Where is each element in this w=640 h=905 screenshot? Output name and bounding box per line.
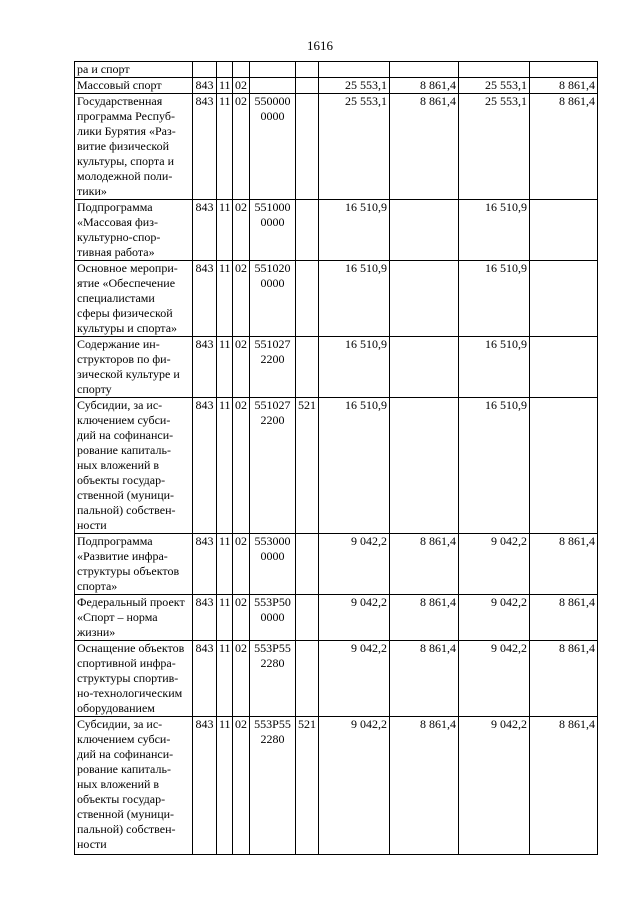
subsection-code-cell: [233, 62, 250, 78]
expense-type-cell: [296, 261, 319, 337]
amount-cell-1: 9 042,2: [319, 717, 390, 855]
expense-type-cell: [296, 94, 319, 200]
target-article-cell: 550000 0000: [250, 94, 296, 200]
row-name-cell: Субсидии, за ис- ключением субси- дий на софинанси- рование капиталь- ных вложений в объекты государ- ственной (муници- пальной) собствен- ности: [75, 717, 193, 855]
table-row: [75, 337, 598, 398]
grbs-code-cell: 843: [193, 200, 217, 261]
section-code-cell: 11: [217, 94, 233, 200]
row-name-cell: Субсидии, за ис- ключением субси- дий на софинанси- рование капиталь- ных вложений в объекты государ- ственной (муници- пальной) собствен- ности: [75, 398, 193, 534]
subsection-code-cell: 02: [233, 337, 250, 398]
target-article-cell: 551027 2200: [250, 337, 296, 398]
section-code-cell: 11: [217, 78, 233, 94]
grbs-code-cell: 843: [193, 337, 217, 398]
target-article-cell: 553P55 2280: [250, 717, 296, 855]
amount-cell-1: 25 553,1: [319, 78, 390, 94]
subsection-code-cell: 02: [233, 641, 250, 717]
section-code-cell: 11: [217, 534, 233, 595]
amount-cell-1: 25 553,1: [319, 94, 390, 200]
table-row: [75, 641, 598, 717]
row-name-cell: Основное меропри- ятие «Обеспечение специалистами сферы физической культуры и спорта»: [75, 261, 193, 337]
amount-cell-2: [390, 261, 459, 337]
section-code-cell: 11: [217, 261, 233, 337]
expense-type-cell: [296, 534, 319, 595]
target-article-cell: [250, 78, 296, 94]
grbs-code-cell: 843: [193, 398, 217, 534]
row-name-cell: Государственная программа Респуб- лики Бурятия «Раз- витие физической культуры, спорта и молодежной поли- тики»: [75, 94, 193, 200]
amount-cell-1: 9 042,2: [319, 595, 390, 641]
amount-cell-3: 16 510,9: [459, 200, 530, 261]
expense-type-cell: [296, 78, 319, 94]
amount-cell-3: 9 042,2: [459, 534, 530, 595]
section-code-cell: [217, 62, 233, 78]
amount-cell-4: 8 861,4: [530, 717, 598, 855]
target-article-cell: 553P55 2280: [250, 641, 296, 717]
grbs-code-cell: 843: [193, 534, 217, 595]
amount-cell-3: 16 510,9: [459, 337, 530, 398]
target-article-cell: 553000 0000: [250, 534, 296, 595]
row-name-cell: Оснащение объектов спортивной инфра- структуры спортив- но-технологическим оборудованием: [75, 641, 193, 717]
amount-cell-1: [319, 62, 390, 78]
table-row: [75, 78, 598, 94]
amount-cell-2: 8 861,4: [390, 595, 459, 641]
budget-table: [74, 61, 598, 855]
row-name-cell: Федеральный проект «Спорт – норма жизни»: [75, 595, 193, 641]
target-article-cell: 551027 2200: [250, 398, 296, 534]
grbs-code-cell: [193, 62, 217, 78]
amount-cell-1: 9 042,2: [319, 641, 390, 717]
row-name-cell: ра и спорт: [75, 62, 193, 78]
subsection-code-cell: 02: [233, 595, 250, 641]
table-row: [75, 717, 598, 855]
amount-cell-4: [530, 200, 598, 261]
amount-cell-3: 9 042,2: [459, 717, 530, 855]
amount-cell-4: [530, 398, 598, 534]
amount-cell-4: 8 861,4: [530, 595, 598, 641]
table-row: [75, 94, 598, 200]
row-name-cell: Содержание ин- структоров по фи- зической культуре и спорту: [75, 337, 193, 398]
amount-cell-3: 9 042,2: [459, 641, 530, 717]
amount-cell-2: 8 861,4: [390, 641, 459, 717]
expense-type-cell: [296, 641, 319, 717]
subsection-code-cell: 02: [233, 534, 250, 595]
amount-cell-2: 8 861,4: [390, 78, 459, 94]
amount-cell-2: [390, 62, 459, 78]
section-code-cell: 11: [217, 200, 233, 261]
row-name-cell: Подпрограмма «Массовая физ- культурно-спор- тивная работа»: [75, 200, 193, 261]
amount-cell-3: 16 510,9: [459, 398, 530, 534]
amount-cell-2: 8 861,4: [390, 94, 459, 200]
amount-cell-4: 8 861,4: [530, 534, 598, 595]
table-body: [75, 62, 598, 855]
amount-cell-2: [390, 200, 459, 261]
amount-cell-4: [530, 62, 598, 78]
amount-cell-1: 16 510,9: [319, 261, 390, 337]
amount-cell-2: 8 861,4: [390, 717, 459, 855]
amount-cell-4: [530, 261, 598, 337]
amount-cell-3: 9 042,2: [459, 595, 530, 641]
target-article-cell: 551000 0000: [250, 200, 296, 261]
expense-type-cell: [296, 595, 319, 641]
section-code-cell: 11: [217, 337, 233, 398]
amount-cell-1: 9 042,2: [319, 534, 390, 595]
amount-cell-2: 8 861,4: [390, 534, 459, 595]
amount-cell-2: [390, 398, 459, 534]
grbs-code-cell: 843: [193, 78, 217, 94]
expense-type-cell: [296, 337, 319, 398]
table-row: [75, 62, 598, 78]
expense-type-cell: 521: [296, 398, 319, 534]
subsection-code-cell: 02: [233, 398, 250, 534]
subsection-code-cell: 02: [233, 94, 250, 200]
subsection-code-cell: 02: [233, 200, 250, 261]
expense-type-cell: 521: [296, 717, 319, 855]
section-code-cell: 11: [217, 641, 233, 717]
grbs-code-cell: 843: [193, 641, 217, 717]
target-article-cell: [250, 62, 296, 78]
target-article-cell: 551020 0000: [250, 261, 296, 337]
subsection-code-cell: 02: [233, 261, 250, 337]
section-code-cell: 11: [217, 717, 233, 855]
grbs-code-cell: 843: [193, 717, 217, 855]
section-code-cell: 11: [217, 398, 233, 534]
amount-cell-4: 8 861,4: [530, 94, 598, 200]
expense-type-cell: [296, 62, 319, 78]
amount-cell-4: [530, 337, 598, 398]
table-row: [75, 261, 598, 337]
section-code-cell: 11: [217, 595, 233, 641]
expense-type-cell: [296, 200, 319, 261]
amount-cell-3: 25 553,1: [459, 94, 530, 200]
amount-cell-2: [390, 337, 459, 398]
amount-cell-4: 8 861,4: [530, 78, 598, 94]
table-row: [75, 534, 598, 595]
grbs-code-cell: 843: [193, 94, 217, 200]
grbs-code-cell: 843: [193, 595, 217, 641]
amount-cell-3: [459, 62, 530, 78]
grbs-code-cell: 843: [193, 261, 217, 337]
amount-cell-3: 25 553,1: [459, 78, 530, 94]
subsection-code-cell: 02: [233, 78, 250, 94]
table-row: [75, 200, 598, 261]
table-row: [75, 595, 598, 641]
table-row: [75, 398, 598, 534]
target-article-cell: 553P50 0000: [250, 595, 296, 641]
row-name-cell: Подпрограмма «Развитие инфра- структуры объектов спорта»: [75, 534, 193, 595]
amount-cell-1: 16 510,9: [319, 398, 390, 534]
row-name-cell: Массовый спорт: [75, 78, 193, 94]
page-number: 1616: [307, 38, 333, 53]
amount-cell-1: 16 510,9: [319, 337, 390, 398]
subsection-code-cell: 02: [233, 717, 250, 855]
amount-cell-1: 16 510,9: [319, 200, 390, 261]
amount-cell-4: 8 861,4: [530, 641, 598, 717]
amount-cell-3: 16 510,9: [459, 261, 530, 337]
